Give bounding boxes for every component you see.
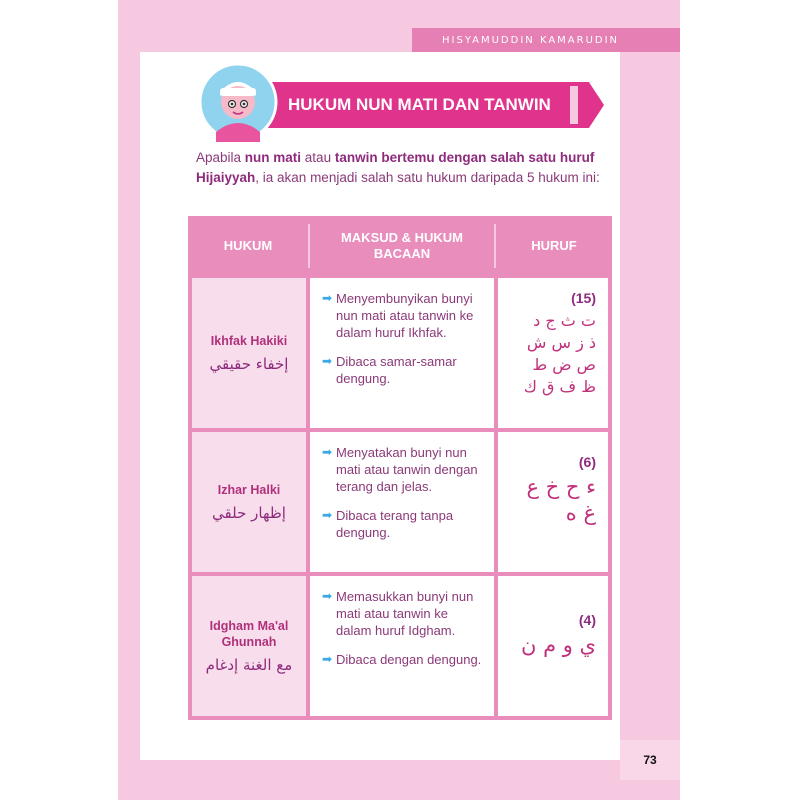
list-item: ➡ Menyatakan bunyi nun mati atau tanwin dengan terang dan jelas.	[322, 445, 478, 494]
page-number: 73	[620, 740, 680, 780]
hukum-cell	[192, 576, 306, 716]
hukum-arabic: إخفاء حقيقي	[209, 355, 289, 373]
author-name: HISYAMUDDIN KAMARUDIN	[412, 28, 680, 52]
maksud-cell	[310, 432, 494, 572]
table-row	[192, 432, 608, 572]
list-item: ➡ Dibaca samar-samar dengung.	[322, 354, 457, 386]
arrow-right-icon: ➡	[322, 354, 333, 368]
header-huruf: HURUF	[531, 238, 577, 253]
table-row	[192, 576, 608, 716]
hukum-arabic: مع الغنة إدغام	[205, 656, 293, 674]
list-item: ➡ Dibaca terang tanpa dengung.	[322, 508, 454, 540]
header-maksud: MAKSUD & HUKUM BACAAN	[340, 230, 464, 261]
arrow-right-icon: ➡	[322, 652, 333, 666]
footer-band	[118, 760, 680, 800]
letter-line: غ ه	[565, 501, 596, 525]
letter-count: (4)	[578, 612, 596, 628]
hukum-name: Idgham Ma'al Ghunnah	[209, 619, 289, 649]
letter-line: ي و م ن	[520, 633, 596, 657]
intro-paragraph: Apabila nun mati atau tanwin bertemu dengan salah satu huruf Hijaiyyah, ia akan menjadi salah satu hukum daripada 5 hukum ini:	[196, 150, 600, 185]
letter-count: (6)	[578, 454, 596, 470]
arrow-right-icon: ➡	[322, 291, 333, 305]
list-item: ➡ Dibaca dengan dengung.	[322, 652, 482, 667]
header-hukum: HUKUM	[223, 238, 273, 253]
hukum-table	[188, 216, 612, 720]
letter-line: ت ث ج د	[533, 311, 596, 330]
maksud-cell	[310, 576, 494, 716]
hukum-cell	[192, 278, 306, 428]
list-item: ➡ Menyembunyikan bunyi nun mati atau tanwin ke dalam huruf Ikhfak.	[322, 291, 474, 340]
hukum-name: Ikhfak Hakiki	[210, 334, 288, 348]
hukum-name: Izhar Halki	[217, 483, 281, 497]
huruf-cell	[498, 432, 608, 572]
table-row	[192, 278, 608, 428]
list-item: ➡ Memasukkan bunyi nun mati atau tanwin ke dalam huruf Idgham.	[322, 589, 474, 638]
huruf-cell	[498, 576, 608, 716]
letter-line: ذ ز س ش	[526, 333, 596, 352]
page-title: HUKUM NUN MATI DAN TANWIN	[288, 95, 551, 114]
hukum-cell	[192, 432, 306, 572]
avatar-icon	[198, 62, 278, 142]
hukum-arabic: إظهار حلقي	[212, 504, 286, 522]
letter-line: ء ح خ ع	[526, 475, 596, 499]
table-header	[188, 216, 612, 276]
letter-count: (15)	[571, 290, 596, 306]
huruf-cell	[498, 278, 608, 428]
maksud-cell	[310, 278, 494, 428]
letter-line: ظ ف ق ك	[523, 377, 596, 396]
arrow-right-icon: ➡	[322, 445, 333, 459]
arrow-right-icon: ➡	[322, 589, 333, 603]
arrow-right-icon: ➡	[322, 508, 333, 522]
letter-line: ص ض ط	[532, 355, 596, 374]
